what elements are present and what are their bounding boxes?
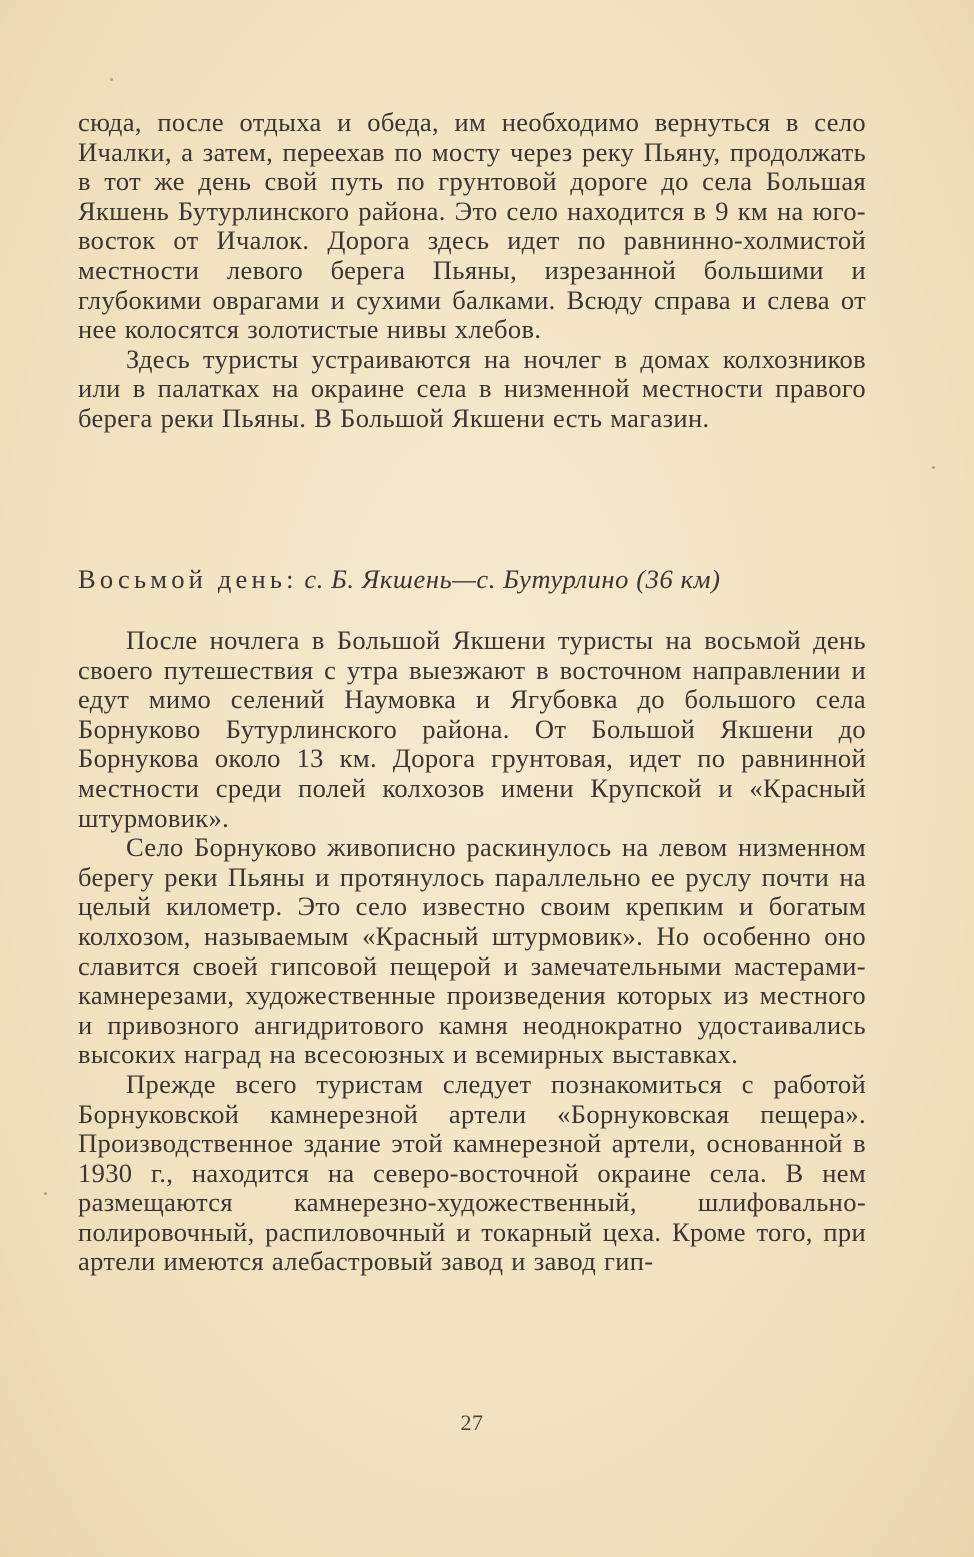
section-heading (78, 564, 866, 594)
text-block-bottom (78, 626, 866, 1277)
paragraph-continuation: сюда, после отдыха и обеда, им необходимо вернуться в село Ичалки, а затем, переехав по мосту через реку Пьяну, продолжать в тот же день свой путь по грунтовой дороге до села Большая Якшень Бутурлинского района. Это село находится в 9 км на юго-восток от Ичалок. Дорога здесь идет по равнинно-холмистой местности левого берега Пьяны, изрезанной большими и глубокими оврагами и сухими балками. Всюду справа и слева от нее колосятся золотистые нивы хлебов. (78, 107, 866, 345)
paragraph-artel: Прежде всего туристам следует познакомиться с работой Борнуковской камнерезной артели «Борнуковская пещера». Производственное здание этой камнерезной артели, основанной в 1930 г., находится на северо-восточной окраине села. В нем размещаются камнерезно-художественный, шлифовально-полировочный, распиловочный и токарный цеха. Кроме того, при артели имеются алебастровый завод и завод гип- (78, 1068, 866, 1277)
paper-speck (110, 78, 113, 81)
section-day-label: Восьмой день: (78, 564, 298, 594)
paper-speck (932, 466, 935, 469)
text-block-top (78, 108, 866, 434)
paragraph-departure: После ночлега в Большой Якшени туристы на восьмой день своего путешествия с утра выезжают в восточном направлении и едут мимо селений Наумовка и Ягубовка до большого села Борнуково Бутурлинского района. От Большой Якшени до Борнукова около 13 км. Дорога грунтовая, идет по равнинной местности среди полей колхозов имени Крупской и «Красный штурмовик». (78, 625, 866, 833)
paragraph-lodging: Здесь туристы устраиваются на ночлег в домах колхозников или в палатках на окраине села в низменной местности правого берега реки Пьяны. В Большой Якшени есть магазин. (78, 343, 866, 433)
section-route: с. Б. Якшень—с. Бутурлино (36 км) (304, 564, 721, 594)
paragraph-bornukovo: Село Борнуково живописно раскинулось на левом низменном берегу реки Пьяны и протянулось параллельно ее руслу почти на целый километр. Это село известно своим крепким и богатым колхозом, называемым «Красный штурмовик». Но особенно оно славится своей гипсовой пещерой и замечательными мастерами-камнерезами, художественные произведения которых из местного и привозного ангидритового камня неоднократно удостаивались высоких наград на всесоюзных и всемирных выставках. (78, 832, 866, 1070)
paper-speck (44, 1192, 47, 1195)
page-number: 27 (460, 1410, 484, 1435)
